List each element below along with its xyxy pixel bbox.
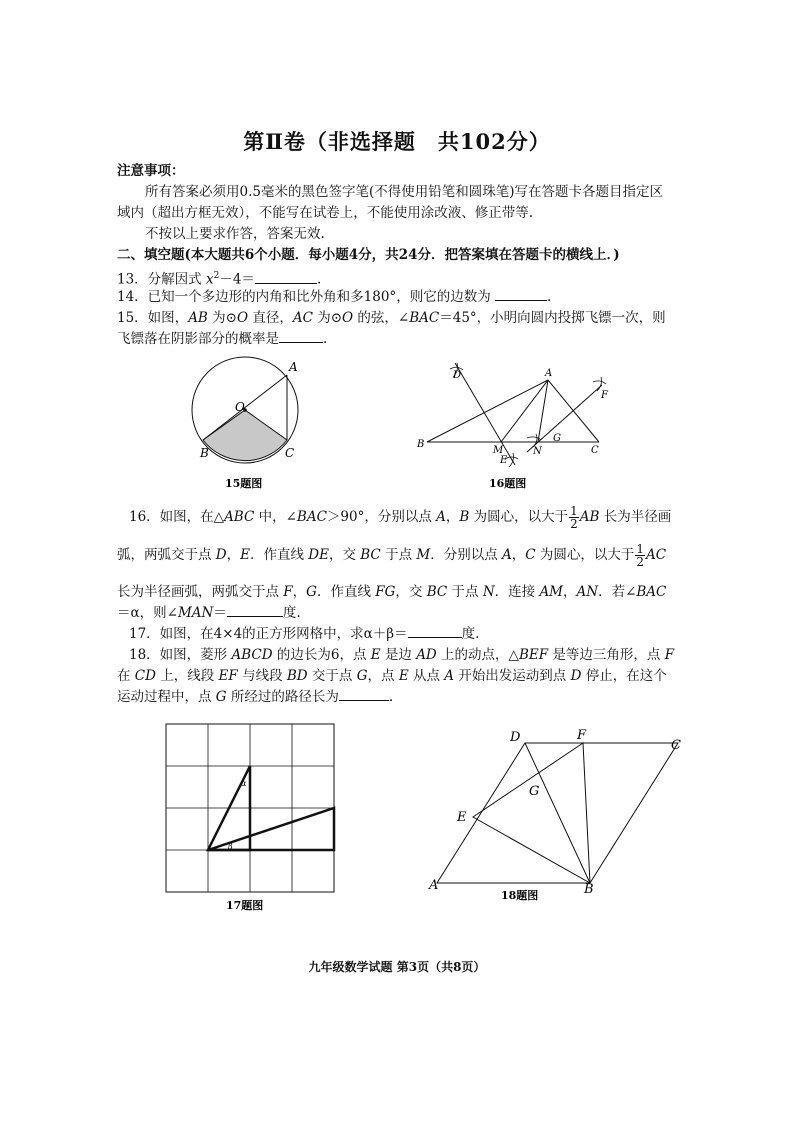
figure-15 [185,355,315,495]
question-18-line3: 运动过程中，点 G 所经过的路径长为 . [117,689,394,705]
notes-line1: 所有答案必须用0.5毫米的黑色签字笔(不得使用铅笔和圆珠笔)写在答题卡各题目指定区 [145,184,664,200]
label-a: A [429,878,439,893]
label-alpha: α [241,779,247,788]
section-title: 第Ⅱ卷（非选择题 共102分） [243,129,551,154]
question-17: 17．如图，在4×4的正方形网格中，求α＋β＝ 度. [129,626,480,642]
segment-am [501,380,548,442]
answer-blank [495,287,547,301]
question-16-line1: 16．如图，在△ABC 中，∠BAC＞90°，分别以点 A，B 为圆心，以大于 $\frac{1}{2}$ AB 长为半径画 [129,504,672,531]
label-g: G [553,433,561,444]
answer-blank [408,624,462,638]
question-18-line2: 在 CD 上，线段 EF 与线段 BD 交于点 G，点 E 从点 A 开始出发运动到点 D 停止，在这个 [117,668,667,684]
caption-18: 18题图 [501,889,539,902]
label-a: A [289,360,298,374]
label-g: G [529,784,540,799]
label-n: N [533,446,542,457]
label-beta: β [228,842,233,851]
notes-line3: 不按以上要求作答，答案无效. [145,226,325,242]
answer-blank [227,603,283,617]
label-c: C [285,446,295,460]
question-16-line4: ＝α，则∠MAN＝ 度. [117,605,301,621]
question-15-line2: 飞镖落在阴影部分的概率是 . [117,331,328,347]
label-b: B [417,439,425,450]
label-b: B [200,446,209,460]
label-o: O [235,400,245,414]
fraction-one-half: $\frac{1}{2}$ [570,504,578,531]
label-c: C [591,445,599,456]
answer-blank [279,329,323,343]
answer-blank [255,270,317,284]
triangle-bef [473,743,590,883]
label-m: M [493,445,504,456]
diagonal-bd [525,743,590,883]
caption-15: 15题图 [225,477,263,490]
question-14: 14．已知一个多边形的内角和比外角和多180°，则它的边数为 . [117,289,552,305]
segment-an [538,380,548,442]
label-c: C [671,738,681,753]
label-f: F [601,390,608,401]
label-e: E [500,455,508,466]
figure-17 [160,718,350,918]
question-16-line2: 弧，两弧交于点 D，E．作直线 DE，交 BC 于点 M．分别以点 A，C 为圆心，以大于 $\frac{1}{2}$ AC [117,542,667,569]
caption-16: 16题图 [489,477,527,490]
question-15-line1: 15．如图，AB 为⊙O 直径，AC 为⊙O 的弦，∠BAC＝45°，小明向圆内投掷飞镖一次，则 [117,310,666,326]
label-e: E [457,810,467,825]
page-footer: 九年级数学试题 第3页（共8页） [308,960,486,974]
notes-heading: 注意事项： [117,163,185,179]
notes-line2: 域内（超出方框无效），不能写在试卷上，不能使用涂改液、修正带等. [117,205,534,221]
question-16-line3: 长为半径画弧，两弧交于点 F，G．作直线 FG，交 BC 于点 N．连接 AM，AN．若∠BAC [117,584,667,600]
question-13: 13．分解因式 $x^2-4=$ . [117,271,322,288]
label-d: D [453,370,462,381]
figure-18 [425,725,690,905]
question-18-line1: 18．如图，菱形 ABCD 的边长为6，点 E 是边 AD 上的动点，△BEF 是等边三角形，点 F [129,647,675,663]
fraction-one-half: $\frac{1}{2}$ [636,542,645,569]
side-ab [427,380,548,442]
caption-17: 17题图 [226,899,264,912]
fill-blank-section-heading: 二、填空题(本大题共6个小题．每小题4分，共24分．把答案填在答题卡的横线上．) [117,247,620,263]
label-d: D [510,730,521,745]
line-de [455,363,515,465]
answer-blank [339,687,389,701]
figure-16 [405,355,625,495]
label-b: B [584,882,594,897]
label-a: A [545,368,553,379]
label-f: F [577,728,587,743]
